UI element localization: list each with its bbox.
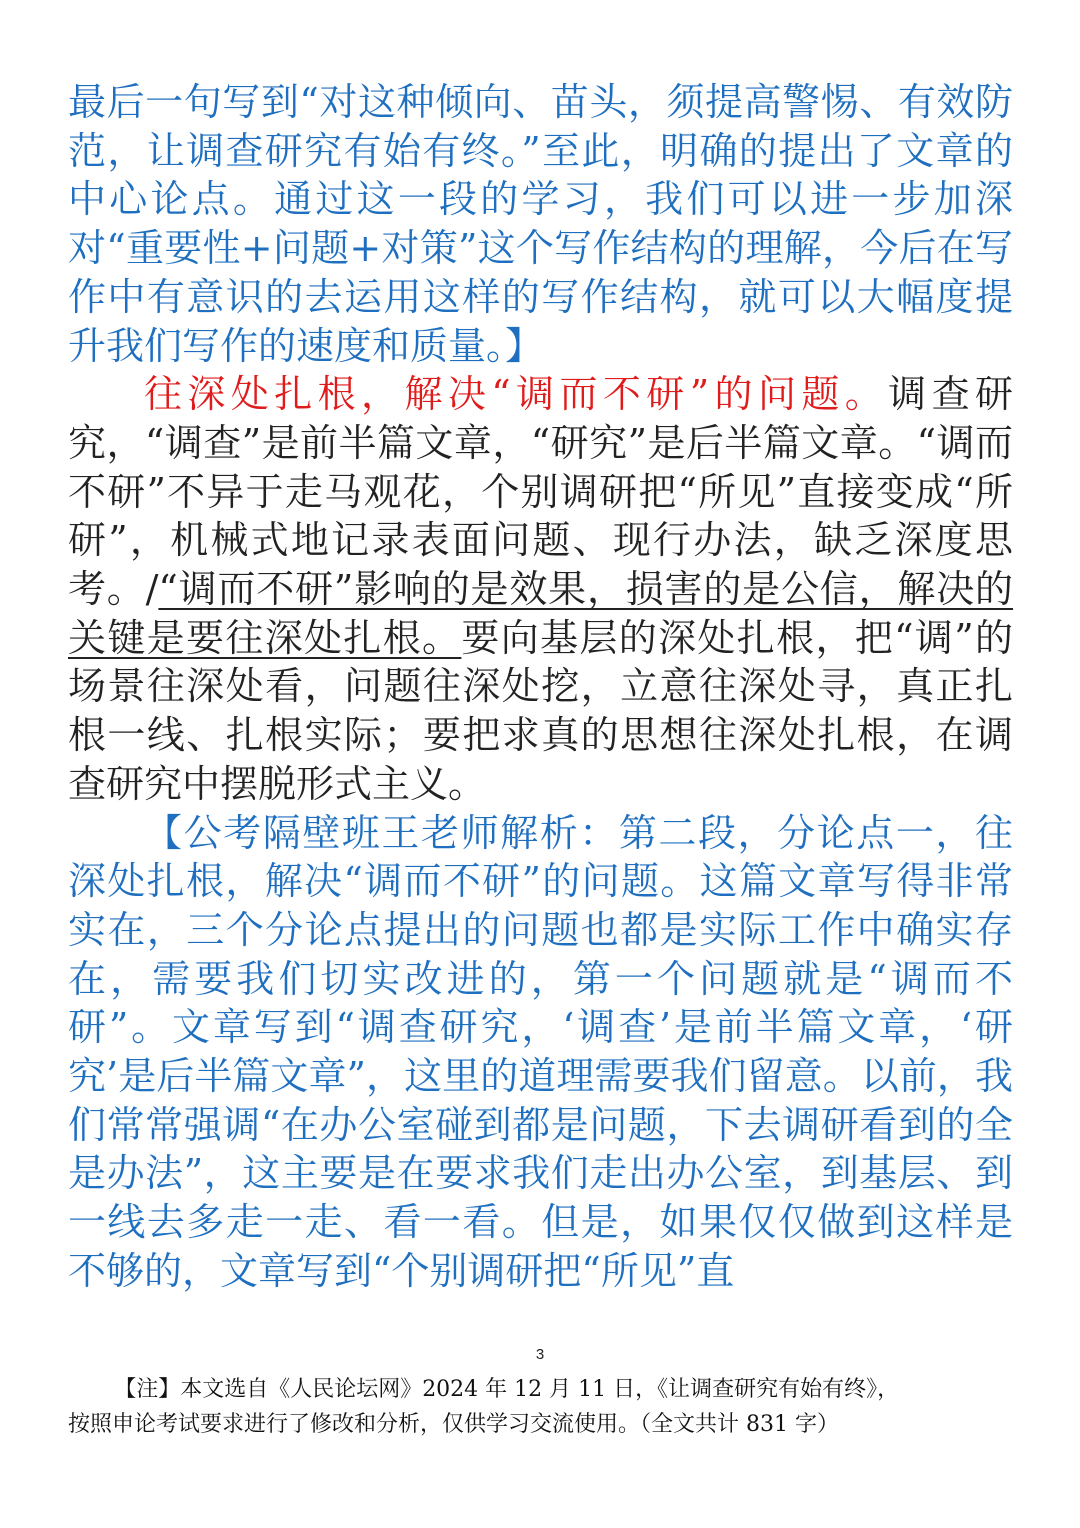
- sub-point-heading: 往深处扎根，解决“调而不研”的问题。: [144, 372, 889, 417]
- commentary-text: 最后一句写到“对这种倾向、苗头，须提高警惕、有效防范，让调查研究有始有终。”至此，明确的提出了文章的中心论点。通过这一段的学习，我们可以进一步加深对“重要性+问题+对策”这个写作结构的理解，今后在写作中有意识的去运用这样的写作结构，就可以大幅度提升我们写作的速度和质量。】: [68, 80, 1013, 368]
- commentary-analysis-text: 【公考隔壁班王老师解析：第二段，分论点一，往深处扎根，解决“调而不研”的问题。这篇文章写得非常实在，三个分论点提出的问题也都是实际工作中确实存在，需要我们切实改进的，第一个问题就是“调而不研”。文章写到“调查研究，‘调查’是前半篇文章，‘研究’是后半篇文章”，这里的道理需要我们留意。以前，我们常常强调“在办公室碰到都是问题，下去调研看到的全是办法”，这主要是在要求我们走出办公室，到基层、到一线去多走一走、看一看。但是，如果仅仅做到这样是不够的，文章写到“个别调研把“所见”直: [68, 810, 1013, 1293]
- article-text-part-b: 要向基层的深处扎根，把“调”的场景往深处看，问题往深处挖，立意往深处寻，真正扎根一线、扎根实际；要把求真的思想往深处扎根，在调查研究中摆脱形式主义。: [68, 615, 1013, 806]
- underlined-key-sentence: “调而不研”影响的是效果，损害的是公信，解决的关键是要往深处扎根。: [68, 567, 1013, 660]
- commentary-paragraph-analysis: [68, 809, 1013, 1296]
- article-text-part-a: 调查研究，“调查”是前半篇文章，“研究”是后半篇文章。“调而不研”不异于走马观花，个别调研把“所见”直接变成“所研”，机械式地记录表面问题、现行办法，缺乏深度思考。/: [68, 372, 1013, 612]
- footnote-line-2: 按照申论考试要求进行了修改和分析，仅供学习交流使用。（全文共计 831 字）: [68, 1412, 839, 1437]
- footnote-line-1: 【注】本文选自《人民论坛网》2024 年 12 月 11 日，《让调查研究有始有终》，: [114, 1377, 900, 1402]
- article-paragraph-sub-point-one: [68, 370, 1013, 808]
- article-body: [68, 78, 1013, 1296]
- source-footnote: [68, 1372, 1013, 1442]
- commentary-paragraph-continued: [68, 78, 1013, 370]
- page-number: 3: [535, 1346, 545, 1363]
